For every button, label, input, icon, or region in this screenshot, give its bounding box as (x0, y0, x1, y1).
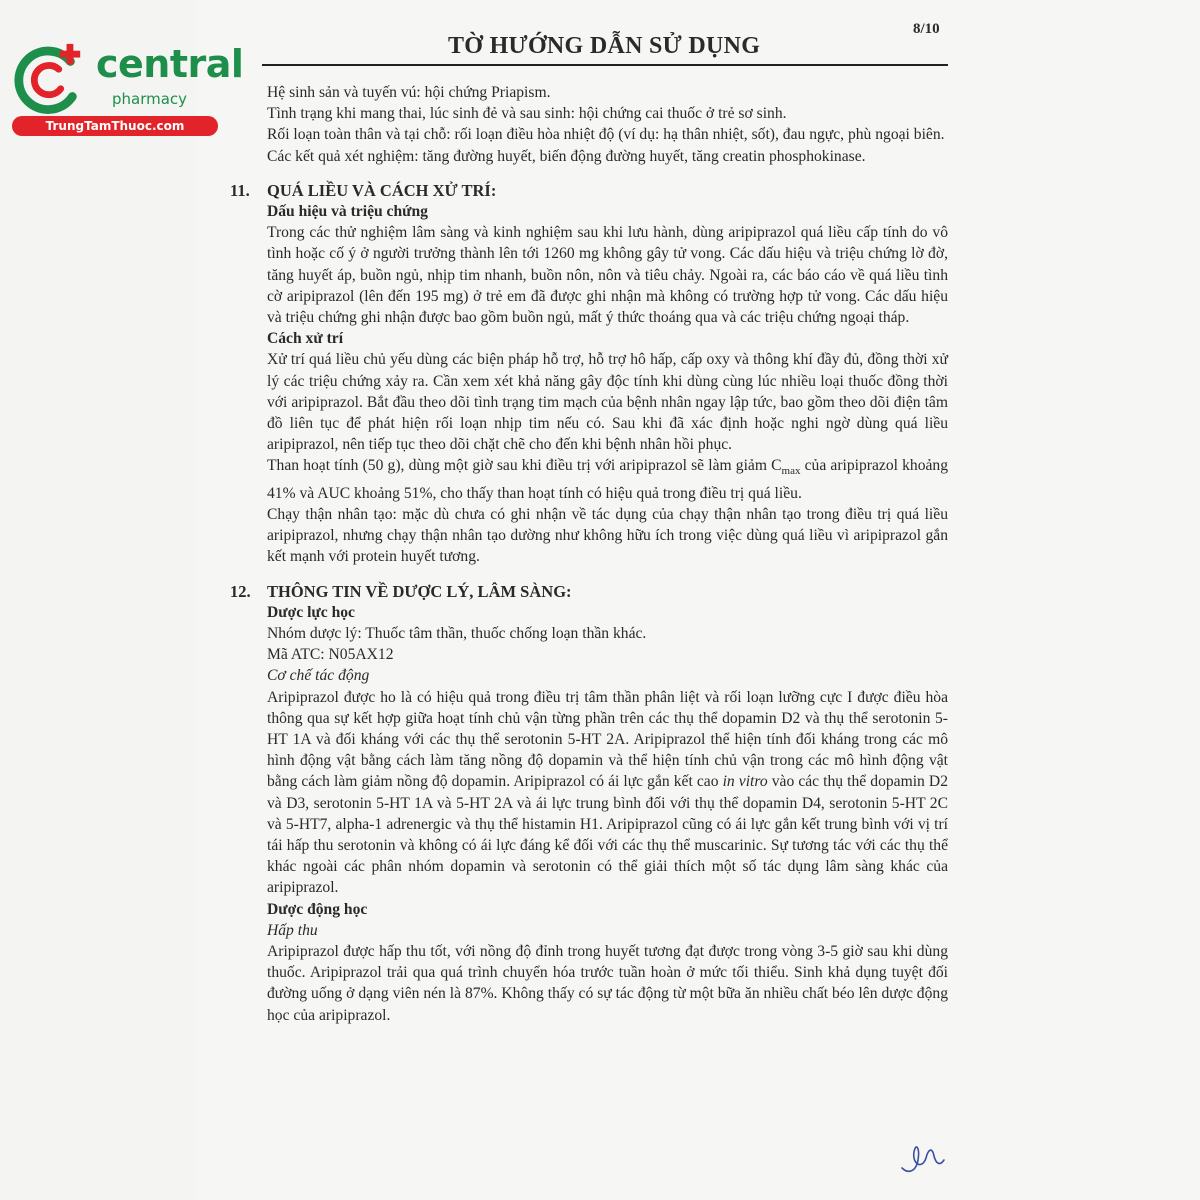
mechanism-text-b: vào các thụ thể dopamin D2 và D3, serotonin 5-HT 1A và 5-HT 2A và ái lực trung bình đối với thụ thể dopamin D4, serotonin 5-HT 2C và 5-HT7, alpha-1 adrenergic và thụ thể histamin H1. Aripiprazol cũng có ái lực gắn kết trung bình với vị trí tái hấp thu serotonin và không có ái lực đáng kể đối với các thụ thể muscarinic. Sự tương tác với các thụ thể khác ngoài các phân nhóm dopamin và serotonin có thể giải thích một số tác dụng lâm sàng khác của aripiprazol. (267, 773, 948, 897)
pharmacokinetics-heading: Dược động học (267, 900, 368, 918)
section-11-title: QUÁ LIỀU VÀ CÁCH XỬ TRÍ: (267, 180, 497, 200)
section-12-heading (230, 581, 948, 602)
signature-mark (896, 1138, 948, 1178)
mechanism-text-a: Aripiprazol được ho là có hiệu quả trong điều trị tâm thần phân liệt và rối loạn lưỡng cực I được điều hòa thông qua sự kết hợp giữa hoạt tính chủ vận từng phần trên các thụ thể dopamin D2 và thụ thể serotonin 5-HT 1A và đối kháng với các thụ thể serotonin 5-HT 2A. Aripiprazol thể hiện tính đối kháng trong các mô hình động vật bằng cách làm tăng nồng độ dopamin và thể hiện tính chủ vận trong các mô hình động vật bằng cách làm giảm nồng độ dopamin. Aripiprazol có ái lực gắn kết cao (267, 688, 948, 791)
page-number: 8/10 (913, 21, 940, 37)
header-divider (262, 64, 948, 66)
document-body (230, 82, 948, 1026)
signs-heading: Dấu hiệu và triệu chứng (267, 203, 428, 221)
brand-logo[interactable] (8, 38, 244, 138)
page-title: TỜ HƯỚNG DẪN SỬ DỤNG (448, 33, 761, 59)
intro-line-3: Rối loạn toàn thân và tại chỗ: rối loạn điều hòa nhiệt độ (ví dụ: hạ thân nhiệt, sốt), đau ngực, phù ngoại biên. (267, 126, 945, 144)
section-11-heading (230, 180, 948, 201)
charcoal-paragraph (230, 455, 948, 504)
charcoal-text-b: của aripiprazol khoảng 41% và AUC khoảng 51%, cho thấy than hoạt tính có hiệu quả trong điều trị quá liều. (267, 457, 949, 502)
intro-line-4: Các kết quả xét nghiệm: tăng đường huyết, biến động đường huyết, tăng creatin phosphokinase. (267, 147, 866, 165)
pharmacological-group: Nhóm dược lý: Thuốc tâm thần, thuốc chống loạn thần khác. (267, 624, 647, 642)
section-12-number: 12. (230, 581, 251, 601)
in-vitro-term: in vitro (722, 773, 768, 791)
mechanism-heading: Cơ chế tác động (267, 667, 370, 685)
cmax-subscript: max (781, 465, 801, 478)
pharmacodynamics-heading: Dược lực học (267, 603, 355, 621)
mechanism-paragraph (230, 687, 948, 899)
absorption-paragraph: Aripiprazol được hấp thu tốt, với nồng độ đỉnh trong huyết tương đạt được trong vòng 3-5 giờ sau khi dùng thuốc. Aripiprazol trải qua quá trình chuyển hóa trước tuần hoàn ở mức tối thiểu. Sinh khả dụng tuyệt đối đường uống ở dạng viên nén là 87%. Không thấy có sự tác động từ một bữa ăn nhiều chất béo lên dược động học của aripiprazol. (267, 943, 948, 1024)
dialysis-paragraph: Chạy thận nhân tạo: mặc dù chưa có ghi nhận về tác dụng của chạy thận nhân tạo trong điều trị quá liều aripiprazol, nhưng chạy thận nhân tạo dường như không hữu ích trong việc dùng quá liều vì aripiprazol gắn kết mạnh với protein huyết tương. (267, 505, 948, 566)
absorption-heading: Hấp thu (267, 921, 318, 939)
intro-line-1: Hệ sinh sản và tuyến vú: hội chứng Priapism. (267, 84, 551, 101)
atc-code: Mã ATC: N05AX12 (267, 646, 394, 664)
brand-tagline: pharmacy (112, 90, 188, 108)
section-11-number: 11. (230, 180, 250, 200)
treatment-heading: Cách xử trí (267, 330, 344, 348)
signs-paragraph: Trong các thử nghiệm lâm sàng và kinh nghiệm sau khi lưu hành, dùng aripiprazol quá liều cấp tính do vô tình hoặc cố ý ở người trưởng thành lên tới 1260 mg không gây tử vong. Các dấu hiệu và triệu chứng lờ đờ, tăng huyết áp, buồn ngủ, nhịp tim nhanh, buồn nôn, nôn và tiêu chảy. Ngoài ra, các báo cáo về quá liều tình cờ aripiprazol (lên đến 195 mg) ở trẻ em đã được ghi nhận mà không có trường hợp tử vong. Các dấu hiệu và triệu chứng ghi nhận được bao gồm buồn ngủ, mất ý thức thoáng qua và các triệu chứng ngoại tháp. (267, 224, 948, 327)
logo-mark-icon (10, 40, 88, 118)
section-12-title: THÔNG TIN VỀ DƯỢC LÝ, LÂM SÀNG: (267, 581, 572, 601)
intro-line-2: Tình trạng khi mang thai, lúc sinh đẻ và sau sinh: hội chứng cai thuốc ở trẻ sơ sinh. (267, 105, 787, 123)
brand-name: central (96, 42, 244, 86)
treatment-paragraph: Xử trí quá liều chủ yếu dùng các biện pháp hỗ trợ, hỗ trợ hô hấp, cấp oxy và thông khí đầy đủ, đồng thời xử lý các triệu chứng xảy ra. Cần xem xét khả năng gây độc tính khi dùng cùng lúc nhiều loại thuốc đồng thời với aripiprazol. Bắt đầu theo dõi tình trạng tim mạch của bệnh nhân ngay lập tức, bao gồm theo dõi điện tâm đồ liên tục để phát hiện rối loạn nhịp tim nếu có. Sau khi đã xác định hoặc nghi ngờ dùng quá liều aripiprazol, nên tiếp tục theo dõi chặt chẽ cho đến khi bệnh nhân hồi phục. (267, 351, 948, 454)
brand-website[interactable]: TrungTamThuoc.com (12, 116, 218, 136)
charcoal-text-a: Than hoạt tính (50 g), dùng một giờ sau khi điều trị với aripiprazol sẽ làm giảm C (267, 457, 782, 475)
